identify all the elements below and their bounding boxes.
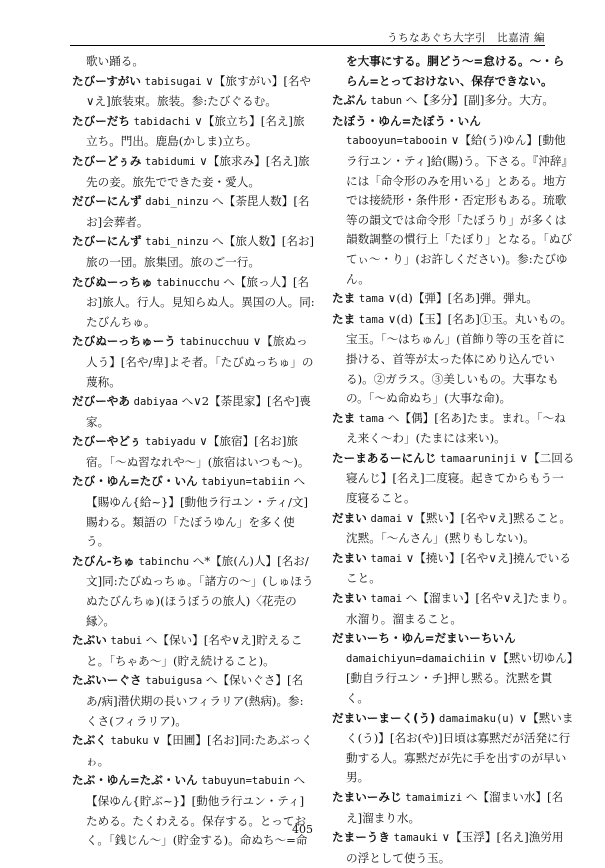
headword: たびーにんず [72,234,142,249]
dictionary-entry [72,232,315,272]
headword: たび・ゆん=たび・いん [72,474,198,489]
page-number: 405 [292,823,313,836]
definition: ∨【田圃】[名お]同:たあぶっくゎ。 [86,733,313,768]
romanization: tabuigusa [145,675,203,688]
headword: たぶいーぐさ [72,673,142,688]
headword: だまいーち・ゆん=だまいーちいん [332,631,516,646]
definition: へ【賜ゆん{給~}】[動他ラ行ユン・ティ/文]賜わる。類語の「たぼうゆん」を多く使う。 [86,474,308,549]
dictionary-entry [332,509,575,549]
dictionary-entry [72,72,315,112]
definition: へ∨2【荼毘家】[名や]喪家。 [86,394,311,429]
dictionary-entry: を大事にする。胴どう～=怠ける。～・ららん=とっておけない、保存できない。 [346,54,565,88]
dictionary-entry [72,631,315,671]
headword: たぶく [72,733,107,748]
dictionary-entry [332,310,575,409]
definition: へ【旅人数】[名お]旅の一団。旅集団。旅のご一行。 [86,234,314,269]
headword: たびぬーっちゅ [72,274,153,289]
romanization: tabuku [110,735,149,748]
romanization: tabiyun=tabiin [201,476,290,489]
dictionary-entry [72,112,315,152]
definition: ∨(d)【玉】[名あ]①玉。丸いもの。宝玉。「～はちゅん」(首飾り等の玉を首に掛ける、首等が太った体にめり込んでいる)。②ガラス。③美しいもの。大事なもの。「～ぬ命ぬち」(大事な命)。 [346,311,573,406]
definition: へ【保い】[名や∨え]貯えること。「ちゃあ～」(貯え続けること)。 [86,633,303,668]
headword: たまい [332,550,367,565]
definition: へ【多分】[副]多分。大方。 [405,93,554,108]
headword: たびぬーっちゅーう [72,334,176,349]
romanization: tamaimizi [405,791,463,804]
headword: たまい [332,591,367,606]
romanization: tama [358,412,385,425]
definition: へ【荼毘人数】[名お]会葬者。 [86,194,310,229]
dictionary-entry [72,152,315,192]
romanization: damaimaku(u) [439,712,515,725]
headword: たま [332,410,356,425]
romanization: tamai [370,552,403,565]
header-rule [70,45,545,46]
romanization: tabinucchu [156,276,220,289]
dictionary-entry [332,409,575,449]
definition: ∨【給(う)ゆん】[動他ラ行ユン・ティ]給(賜)う。下さる。『沖辞』には「命令形のみを用いる」とある。地方では接続形・条件形・否定形もある。琉歌等の韻文では命令形「たぼうり」が多くは韻数調整の慣行上「たぼり」となる。「ぬびてぃ～・り」(お許しください)。参:たびゆん。 [346,133,574,286]
dictionary-entry [72,192,315,232]
headword: たびーすがい [72,73,141,88]
definition: ∨【旅求み】[名え]旅先の妾。旅先でできた妾・愛人。 [86,153,310,189]
definition: へ【旅っ人】[名お]旅人。行人。見知らぬ人。異国の人。同:たびんちゅ。 [86,274,315,329]
headword: たぶ・ゆん=たぶ・いん [72,773,198,788]
left-column [72,52,315,851]
dictionary-entry [332,629,575,708]
dictionary-entry [332,91,575,112]
headword: たーまあるーにんじ [332,450,437,465]
dictionary-entry [332,709,575,788]
headword: たぼう・ゆん=たぼう・いん [332,113,481,128]
dictionary-entry [332,549,575,589]
romanization: damaichiyun=damaichiin [346,652,486,665]
romanization: dabiyaa [133,396,178,409]
definition: ∨【旅立ち】[名え]旅立ち。門出。鹿島(かしま)立ち。 [86,113,305,149]
definition: ∨【黙いまく(う)】[名お(や)]日頃は寡黙だが活発に行動する人。寡黙だが先に手を出すのが早い男。 [346,710,574,785]
definition: へ*【旅(ん)人】[名お/文]同:たびぬっちゅ。「諸方の～」(しゅほうぬたびんちゅ)(ほうぼうの旅人)〈花売の縁〉。 [86,553,314,628]
dictionary-entry [332,449,575,509]
right-column [332,52,575,868]
dictionary-entry: 歌い踊る。 [86,54,144,68]
romanization: tamauki [393,832,438,845]
headword: たびーどぅみ [72,153,142,168]
definition: へ【保いぐさ】[名あ/病]潜伏期の長いフィラリア(熱病)。参:くさ(フィラリア)。 [86,673,304,728]
definition: ∨【二回る寝んじ】[名え]二度寝。起きてからもう一度寝ること。 [346,450,575,506]
romanization: damai [370,512,403,525]
headword: だびーやあ [72,394,130,409]
romanization: tamai [370,593,403,606]
romanization: tabuyun=tabuin [201,775,290,788]
dictionary-entry [72,671,315,731]
definition: ∨【黙い】[名や∨え]黙ること。沈黙。「～んさん」(黙りもしない)。 [346,510,571,546]
definition: へ【偶】[名あ]たま。まれ。「～ねえ来く～わ」(たまには来い)。 [346,410,566,446]
definition: ∨(d)【弾】[名あ]弾。弾丸。 [387,291,538,306]
romanization: tamaaruninji [440,452,516,465]
romanization: tabinucchuu [179,336,250,349]
romanization: tabi_ninzu [145,236,209,249]
romanization: tabidachi [133,115,191,128]
headword: だまいーまーく(う) [332,710,436,725]
headword: たま [332,291,356,306]
headword: たびん-ちゅ [72,553,135,568]
dictionary-entry [332,112,575,289]
headword: たまーうき [332,830,390,845]
headword: たぶい [72,633,107,648]
romanization: tabui [110,635,143,648]
dictionary-entry [332,289,575,310]
romanization: tabiyadu [145,436,196,449]
headword: たびーやどぅ [72,434,142,449]
definition: へ【溜まい】[名や∨え]たまり。水溜り。溜まること。 [346,591,575,626]
romanization: tabooyun=tabooin [346,135,448,148]
romanization: tabidumi [145,155,196,168]
definition: ∨【黙い切ゆん】[動自ラ行ユン・チ]押し黙る。沈黙を貫く。 [346,650,573,705]
dictionary-entry [72,332,315,392]
dictionary-entry [72,273,315,333]
romanization: tabun [370,95,403,108]
dictionary-entry [72,392,315,432]
dictionary-entry [72,432,315,472]
romanization: tama [358,293,385,306]
romanization: dabi_ninzu [145,196,209,209]
dictionary-entry [72,552,315,631]
headword: たびーだち [72,113,130,128]
headword: たま [332,311,356,326]
definition: ∨【撓い】[名や∨え]撓んでいること。 [346,550,571,586]
romanization: tabisugai [144,75,202,88]
romanization: tabinchu [138,555,190,568]
headword: たまいーみじ [332,789,402,804]
romanization: tama [358,313,385,326]
headword: だびーにんず [72,194,142,209]
headword: だまい [332,510,367,525]
definition: ∨【旅すがい】[名や∨え]旅装束。旅装。参:たびぐるむ。 [86,73,312,109]
definition: へ【保ゆん{貯ぶ~}】[動他ラ行ユン・ティ]ためる。たくわえる。保存する。とっておく。「銭じん～」(貯金する)。命ぬち～=命 [86,773,308,848]
dictionary-entry [72,472,315,551]
definition: ∨【旅ぬっ人う】[名や/卑]よそ者。「たびぬっちゅ」の蔑称。 [86,334,314,389]
definition: へ【溜まい水】[名え]溜まり水。 [346,789,564,825]
dictionary-entry [72,731,315,771]
definition: ∨【玉浮】[名え]漁労用の浮として使う玉。 [346,830,564,865]
dictionary-entry [72,771,315,850]
running-header: うちなあぐち大字引 比嘉清 編 [387,32,545,44]
headword: たぶん [332,93,367,108]
definition: ∨【旅宿】[名お]旅宿。「～ぬ習なれや～」(旅宿はいつも～)。 [86,434,310,469]
dictionary-entry [332,589,575,629]
